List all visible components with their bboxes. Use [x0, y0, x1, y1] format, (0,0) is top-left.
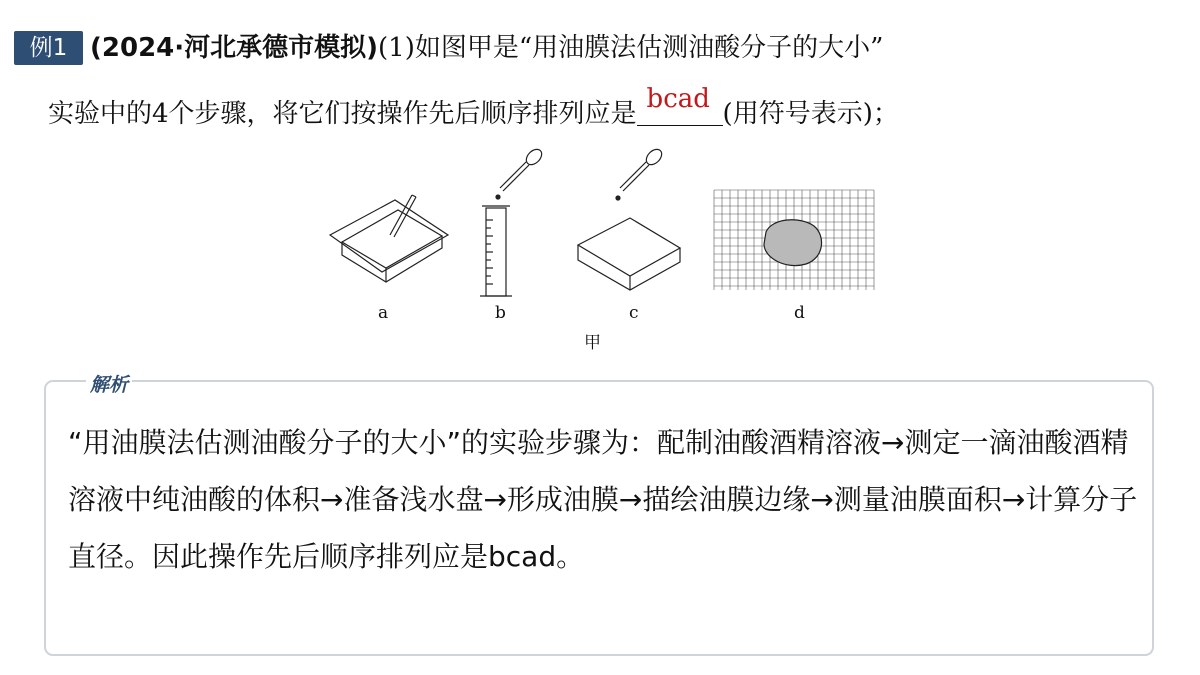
analysis-text: “用油膜法估测油酸分子的大小”的实验步骤为：配制油酸酒精溶液→测定一滴油酸酒精溶液中纯油酸的体积→准备浅水盘→形成油膜→描绘油膜边缘→测量油膜面积→计算分子直径。因此操作先后顺序排列应是bcad。 [68, 426, 1138, 573]
experiment-figure [320, 140, 900, 359]
figure-label-b: b [495, 303, 506, 323]
question-line-1 [90, 28, 883, 68]
figure-drawings [320, 140, 900, 355]
question-text-1: (1)如图甲是“用油膜法估测油酸分子的大小” [378, 33, 884, 63]
figure-label-a: a [378, 303, 389, 323]
question-text-3: (用符号表示)； [722, 99, 899, 129]
oil-film [764, 220, 822, 266]
example-tag: 例1 [14, 31, 83, 65]
question-source: (2024·河北承德市模拟) [90, 33, 379, 63]
figure-a-tray-with-plate [330, 195, 448, 282]
figure-c-tray-dropper [578, 146, 680, 290]
answer-text: bcad [646, 84, 710, 114]
analysis-label: 解析 [86, 370, 132, 397]
figure-label-d: d [794, 303, 805, 323]
answer-blank [637, 84, 723, 126]
figure-label-c: c [629, 303, 639, 323]
question-line-2 [48, 84, 899, 134]
question-text-2: 实验中的4个步骤，将它们按操作先后顺序排列应是 [48, 99, 637, 129]
figure-b-cylinder-dropper [480, 146, 545, 296]
figure-caption: 甲 [584, 333, 601, 353]
